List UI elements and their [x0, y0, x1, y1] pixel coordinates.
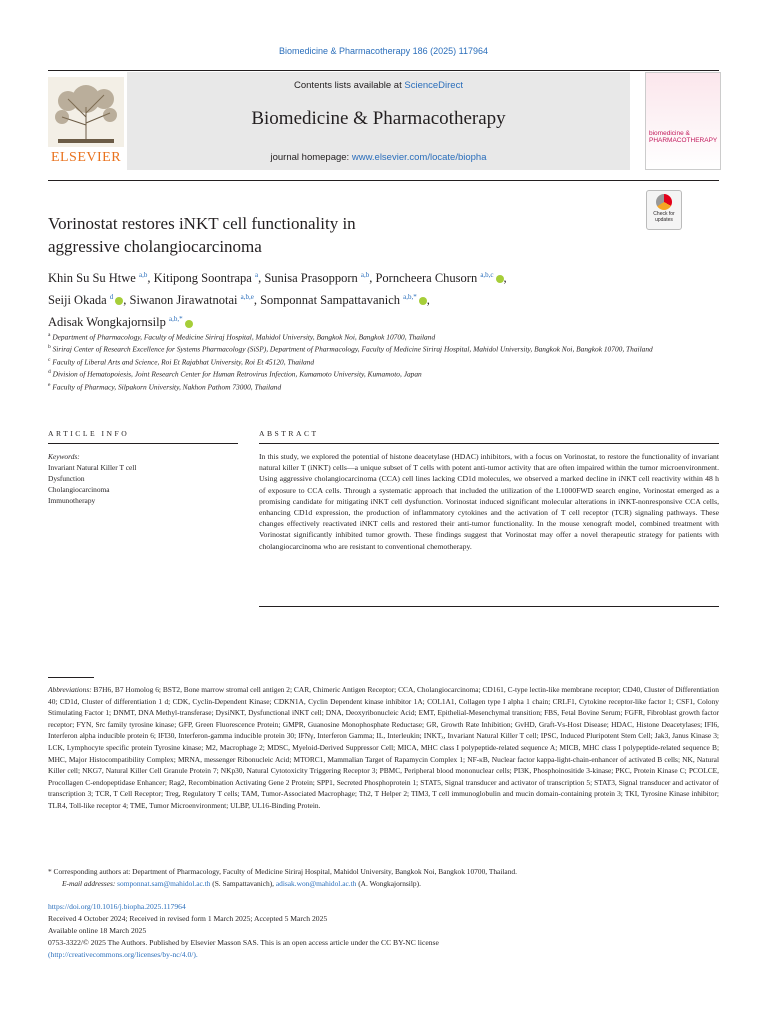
email-owner-1: (S. Sampattavanich), [210, 879, 276, 888]
sciencedirect-link[interactable]: ScienceDirect [404, 80, 463, 91]
affiliation-sup: c [48, 356, 51, 363]
cover-title: biomedicine & PHARMACOTHERAPY [649, 130, 718, 145]
author-name[interactable]: Khin Su Su Htwe [48, 271, 136, 286]
author-affil-sup[interactable]: a,b,e [240, 293, 254, 302]
email-line [48, 878, 719, 890]
author-name[interactable]: Sunisa Prasopporn [264, 271, 358, 286]
abstract-rule [259, 443, 719, 444]
affiliation-item [48, 355, 728, 367]
keywords-label: Keywords: [48, 452, 80, 461]
author-separator: , [503, 271, 507, 286]
author-name[interactable]: Somponnat Sampattavanich [260, 293, 401, 308]
journal-cover-thumbnail[interactable] [645, 72, 721, 170]
author-name[interactable]: Adisak Wongkajornsilp [48, 315, 166, 330]
crossmark-icon [656, 194, 672, 210]
orcid-icon[interactable] [185, 320, 193, 328]
author-affil-sup[interactable]: a,b [360, 271, 370, 279]
affiliation-sup: a [48, 332, 51, 338]
publication-info [48, 901, 719, 961]
contents-line [127, 80, 630, 91]
author-name[interactable]: Seiji Okada [48, 293, 107, 308]
email-owner-2: (A. Wongkajornsilp). [356, 879, 421, 888]
author-name[interactable]: Porncheera Chusorn [375, 271, 478, 286]
abstract-end-rule [259, 606, 719, 607]
affiliation-item [48, 367, 728, 379]
author-affil-sup[interactable]: a,b [138, 271, 148, 279]
orcid-icon[interactable] [419, 297, 427, 305]
doi-link[interactable]: https://doi.org/10.1016/j.biopha.2025.117964 [48, 902, 186, 911]
title-line-1: Vorinostat restores iNKT cell functionality in [48, 214, 356, 233]
author-affil-sup[interactable]: d [109, 293, 114, 302]
author-affil-sup[interactable]: a,b,* [403, 293, 417, 302]
email-link-2[interactable]: adisak.won@mahidol.ac.th [275, 879, 357, 888]
contents-prefix: Contents lists available at [294, 80, 405, 91]
affiliation-sup: b [48, 344, 51, 351]
license-link[interactable]: (http://creativecommons.org/licenses/by-nc/4.0/). [48, 950, 198, 959]
author-name[interactable]: Siwanon Jirawatnotai [129, 293, 238, 308]
abstract-text: In this study, we explored the potential of histone deacetylase (HDAC) inhibitors, with a focus on Vorinostat, to restore the functionality of invariant natural killer T (iNKT) cells—a unique subset of T cells with potent anti-tumor activity that are often impaired within the tumor microenvironment. Using aggressive cholangiocarcinoma (CCA) cell lines lacking CD1d molecules, we observed a marked decline in iNKT cell reactivity within 48 h of exposure to CCA cells. Through a systematic approach that included the utilization of the L1000FWD search engine, Vorinostat emerged as a promising candidate for mitigating iNKT cell dysfunction. Vorinostat induced significant molecular alterations in iNKT-nonresponsive CCA cells, enhancing CD1d expression, the production of inflammatory cytokines and the activation of T cell receptor (TCR) signaling pathways. These changes effectively reactivated iNKT cells and restored their anti-tumor functionality. In the mouse xenograft model, combined treatment with Vorinostat significantly inhibited tumor growth. These findings suggest that Vorinostat may offer a novel therapeutic strategy for patients with cholangiocarcinoma who are resistant to conventional chemotherapy. [259, 452, 719, 551]
article-info-heading: ARTICLE INFO [48, 429, 130, 438]
masthead-top-rule [48, 70, 719, 71]
author-separator: , [426, 293, 430, 308]
title-line-2: aggressive cholangiocarcinoma [48, 237, 262, 256]
orcid-icon[interactable] [496, 275, 504, 283]
journal-citation[interactable]: Biomedicine & Pharmacotherapy 186 (2025) 117964 [279, 46, 488, 56]
journal-homepage [127, 152, 630, 163]
masthead-bottom-rule [48, 180, 719, 181]
elsevier-wordmark: ELSEVIER [50, 150, 122, 165]
corresponding-footnote [48, 866, 719, 890]
abbreviations-text: B7H6, B7 Homolog 6; BST2, Bone marrow stromal cell antigen 2; CAR, Chimeric Antigen Receptor; CCA, Cholangiocarcinoma; CD161, C-type lectin-like membrane receptor; CD40, Cluster of Differentiation 40; CD1d, Cluster of differentiation 1 d; CDK, Cyclin-Dependent Kinase; CDKN1A, Cyclin Dependent kinase inhibitor 1A; COL1A1, Collagen type I alpha 1 chain; CRLF1, Cytokine receptor-like factor 1; CSF1, Colony Stimulating Factor 1; DNMT, DNA Methyl-transferase; DysiNKT, Dysfunctional iNKT cell; DNA, Deoxyribonucleic Acid; EMT, Epithelial-Mesenchymal transition; FBS, Fetal Bovine Serum; FGFR, Fibroblast growth factor receptor; FYN, Src family tyrosine kinase; GFP, Green Fluorescence Protein; GMPR, Guanosine Monophosphate Reductase; GR, Growth Rate Inhibition; GvHD, Graft-Vs-Host Disease; HDAC, Histone Deacetylases; IFI6, Interferon alpha inducible protein 6; IFI30, Interferon-gamma inducible protein 30; IFNγ, Interferon Gamma; IL, Interleukin; INKTₓ, Invariant Natural Killer T cell; IPSC, Induced Pluripotent Stem Cell; Jak3, Janus Kinase 3; LCK, Lymphocyte specific protein Tyrosine kinase; M2, Macrophage 2; MDSC, Myeloid-Derived Suppressor Cell; MICA, MHC class I polypeptide-related sequence A; MICB, MHC class I polypeptide-related sequence B; MHC, Major Histocompatibility Complex; MRNA, messenger Ribonucleic Acid; MTORC1, Mammalian Target of Rapamycin Complex 1; NF-κB, Nuclear factor kappa-light-chain-enhancer of activated B cells; NK, Natural Killer cell; NKG7, Natural Killer Cell Granule Protein 7; NKp30, Natural Cytotoxicity Triggering Receptor 3; PBMC, Peripheral blood mononuclear cells; PI3K, Phosphoinositide 3-kinase; PKC, Protein Kinase C; PCOLCE, Procollagen C-endopeptidase Enhancer; Rag2, Recombination Activating Gene 2 Protein; SPP1, Secreted Phosphoprotein 1; STAT5, Signal transducer and activator of transcription 5; STAT3, Signal transducer and activator of transcription 3; TCR, T Cell Receptor; Treg, Regulatory T cells; TAM, Tumor-Associated Macrophage; Th2, T Helper 2; TIM3, T cell immunoglobulin and mucin domain-containing protein 3; TKI, Tyrosine Kinase inhibitor; TLR4, Toll-like receptor 4; TME, Tumor Microenvironment; ULBP, UL16-Binding Protein. [48, 685, 719, 810]
affiliation-text: Department of Pharmacology, Faculty of Medicine Siriraj Hospital, Mahidol University, Bangkok Noi, Bangkok 10700, Thailand [52, 332, 436, 342]
affiliations [48, 330, 728, 392]
article-title [48, 212, 568, 258]
author-separator: , [147, 271, 154, 286]
keyword-item: Invariant Natural Killer T cell [48, 463, 137, 472]
affiliation-text: Division of Hematopoiesis, Joint Research Center for Human Retrovirus Infection, Kumamoto University, Kumamoto, Japan [52, 369, 422, 379]
keyword-item: Dysfunction [48, 474, 85, 483]
check-for-updates-button[interactable] [646, 190, 682, 230]
abbreviations-footnote [48, 684, 719, 812]
affiliation-sup: d [48, 369, 51, 376]
email-link-1[interactable]: somponnat.sam@mahidol.ac.th [117, 879, 211, 888]
author-affil-sup[interactable]: a [254, 271, 259, 279]
license-text: 0753-3322/© 2025 The Authors. Published by Elsevier Masson SAS. This is an open access article under the CC BY-NC license [48, 938, 439, 947]
affiliation-item [48, 342, 728, 354]
elsevier-tree-logo [48, 77, 124, 147]
author-separator: , [369, 271, 376, 286]
author-separator: , [123, 293, 130, 308]
author-affil-sup[interactable]: a,b,* [168, 315, 183, 324]
affiliation-sup: e [48, 381, 51, 388]
available-online: Available online 18 March 2025 [48, 926, 147, 935]
email-label: E-mail addresses: [62, 879, 118, 888]
keywords-block [48, 451, 228, 506]
keyword-item: Cholangiocarcinoma [48, 485, 110, 494]
abstract-heading: ABSTRACT [259, 429, 319, 438]
author-separator: , [253, 293, 261, 308]
footnote-rule [48, 677, 94, 678]
corresponding-text: * Corresponding authors at: Department of Pharmacology, Faculty of Medicine Siriraj Hospital, Mahidol University, Bangkok Noi, Bangkok 10700, Thailand. [48, 867, 517, 876]
homepage-prefix: journal homepage: [270, 152, 352, 163]
affiliation-text: Siriraj Center of Research Excellence for Systems Pharmacology (SiSP), Department of Pharmacology, Faculty of Medicine Siriraj Hospital, Mahidol University, Bangkok Noi, Bangkok 10700, Thailand [52, 344, 653, 354]
author-name[interactable]: Kitipong Soontrapa [153, 271, 252, 286]
affiliation-text: Faculty of Pharmacy, Silpakorn University, Nakhon Pathom 73000, Thailand [52, 382, 282, 392]
affiliation-text: Faculty of Liberal Arts and Science, Roi Et Rajabhat University, Roi Et 45120, Thailand [52, 357, 315, 367]
affiliation-item [48, 380, 728, 392]
author-separator: , [258, 271, 265, 286]
abbreviations-label: Abbreviations: [48, 685, 92, 694]
article-info-rule [48, 443, 238, 444]
affiliation-item [48, 330, 728, 342]
homepage-link[interactable]: www.elsevier.com/locate/biopha [351, 152, 487, 163]
keyword-item: Immunotherapy [48, 496, 96, 505]
journal-name: Biomedicine & Pharmacotherapy [251, 108, 506, 129]
check-updates-label: Check for updates [653, 211, 675, 223]
author-affil-sup[interactable]: a,b,c [480, 271, 494, 279]
author-list [48, 266, 728, 332]
received-dates: Received 4 October 2024; Received in revised form 1 March 2025; Accepted 5 March 2025 [48, 914, 328, 923]
